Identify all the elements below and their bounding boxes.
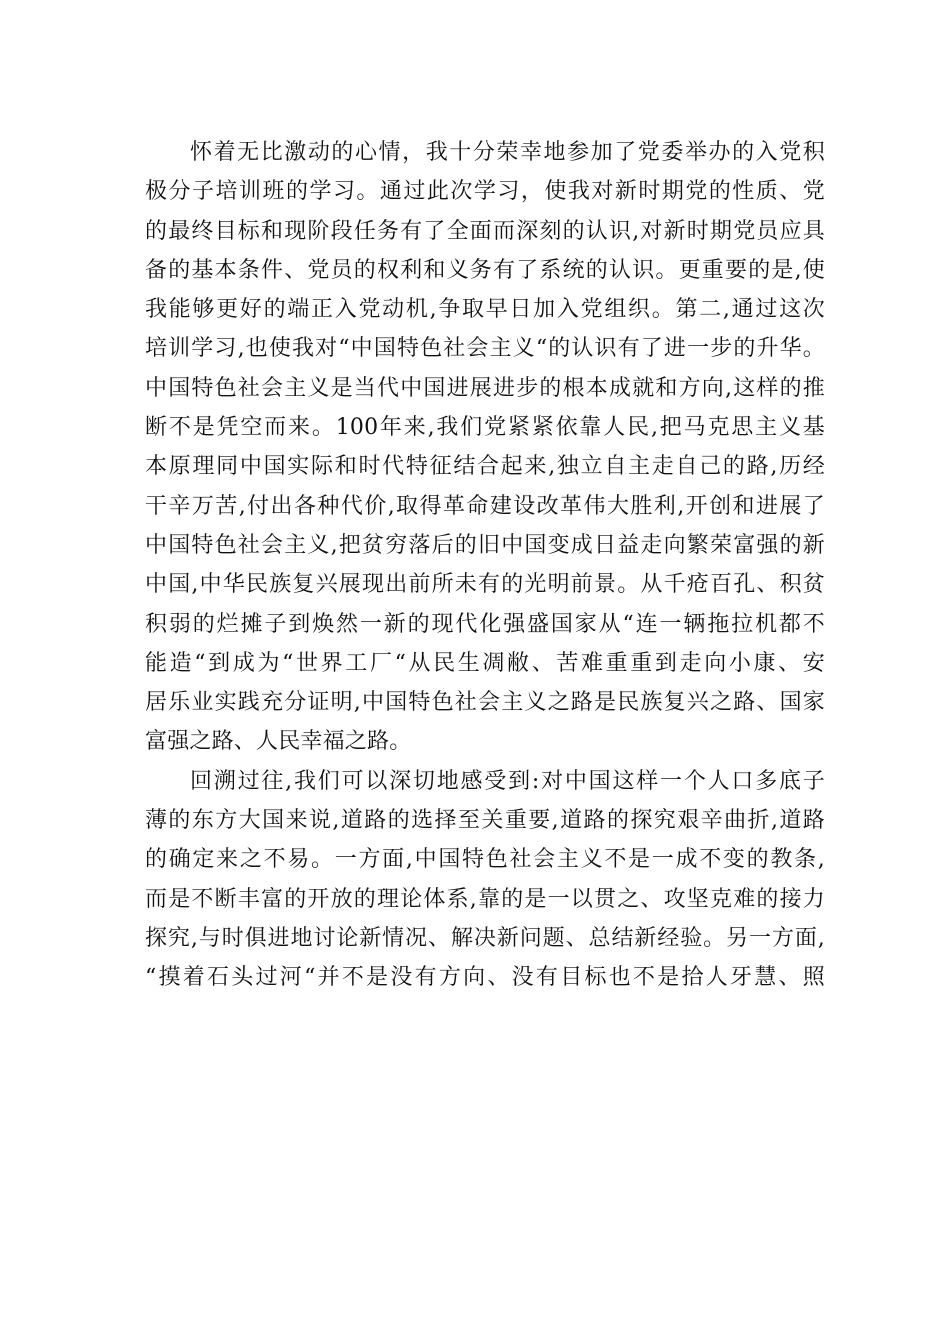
text-line: 积弱的烂摊子到焕然一新的现代化强盛国家从“连一辆拖拉机都不 xyxy=(145,611,825,637)
text-line: 中国,中华民族复兴展现出前所未有的光明前景。从千疮百孔、积贫 xyxy=(145,572,825,598)
paragraph-2 xyxy=(145,762,825,998)
text-line: 富强之路、人民幸福之路。 xyxy=(145,729,412,755)
text-line: 干辛万苦,付出各种代价,取得革命建设改革伟大胜利,开创和进展了 xyxy=(145,493,825,519)
document-body xyxy=(145,133,825,998)
text-line: 能造“到成为“世界工厂“从民生凋敝、苦难重重到走向小康、安 xyxy=(145,650,825,676)
text-line: 中国特色社会主义是当代中国进展进步的根本成就和方向,这样的推 xyxy=(145,375,825,401)
text-line: 薄的东方大国来说,道路的选择至关重要,道路的探究艰辛曲折,道路 xyxy=(145,808,825,834)
text-line: 探究,与时俱进地讨论新情况、解决新问题、总结新经验。另一方面, xyxy=(145,925,825,951)
text-line: 培训学习,也使我对“中国特色社会主义“的认识有了进一步的升华。 xyxy=(145,336,825,362)
text-line: 回溯过往,我们可以深切地感受到:对中国这样一个人口多底子 xyxy=(190,768,825,794)
text-line: 本原理同中国实际和时代特征结合起来,独立自主走自己的路,历经 xyxy=(145,454,825,480)
text-line: 断不是凭空而来。100年来,我们党紧紧依靠人民,把马克思主义基 xyxy=(145,415,825,441)
text-line: 而是不断丰富的开放的理论体系,靠的是一以贯之、攻坚克难的接力 xyxy=(145,886,825,912)
text-line: 怀着无比激动的心情，我十分荣幸地参加了党委举办的入党积 xyxy=(190,140,825,165)
text-line: 我能够更好的端正入党动机,争取早日加入党组织。第二,通过这次 xyxy=(145,297,825,323)
text-line: 中国特色社会主义,把贫穷落后的旧中国变成日益走向繁荣富强的新 xyxy=(145,532,825,558)
text-line: 备的基本条件、党员的权利和义务有了系统的认识。更重要的是,使 xyxy=(145,257,825,283)
text-line: 的最终目标和现阶段任务有了全面而深刻的认识,对新时期党员应具 xyxy=(145,218,825,244)
paragraph-1 xyxy=(145,133,825,762)
text-line: 极分子培训班的学习。通过此次学习，使我对新时期党的性质、党 xyxy=(145,179,825,205)
text-line: 的确定来之不易。一方面,中国特色社会主义不是一成不变的教条, xyxy=(145,847,825,873)
text-line: “摸着石头过河“并不是没有方向、没有目标也不是拾人牙慧、照 xyxy=(145,965,825,991)
text-line: 居乐业实践充分证明,中国特色社会主义之路是民族复兴之路、国家 xyxy=(145,690,825,716)
